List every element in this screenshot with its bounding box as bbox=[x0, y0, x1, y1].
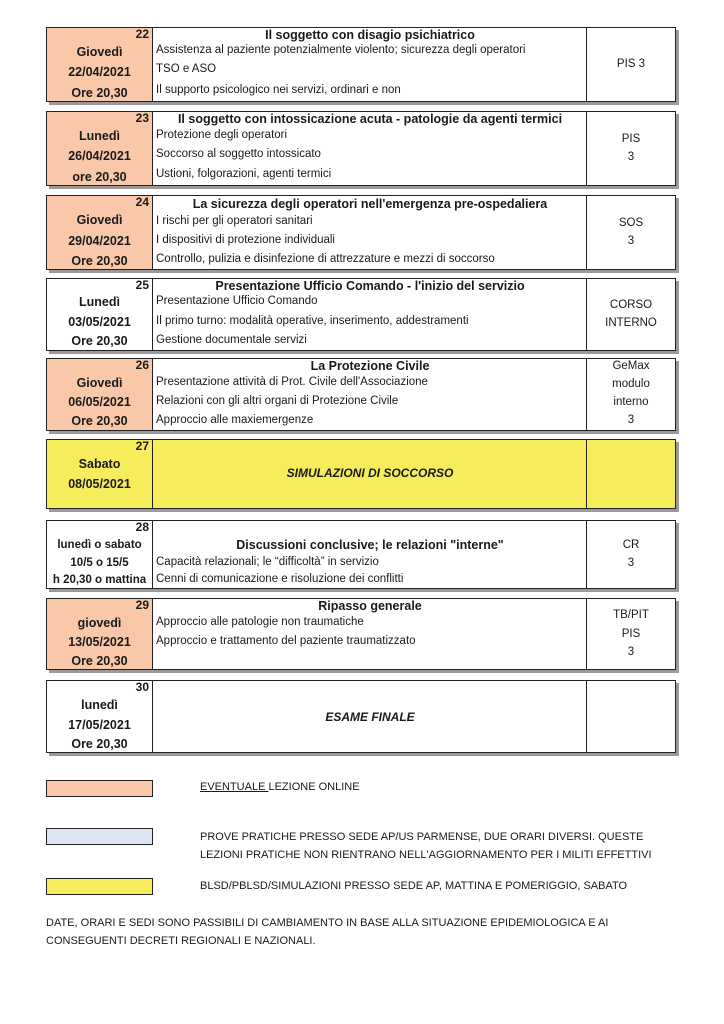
lesson-date-cell bbox=[47, 599, 153, 669]
lesson-topic: Capacità relazionali; le “difficoltà” in servizio bbox=[156, 556, 379, 568]
lesson-title: La sicurezza degli operatori nell'emergenza pre-ospedaliera bbox=[192, 197, 548, 211]
legend-swatch-online bbox=[46, 780, 153, 797]
lesson-date: 06/05/2021 bbox=[68, 395, 131, 409]
lesson-teacher-cell bbox=[586, 196, 675, 269]
lesson-date: 22/04/2021 bbox=[68, 65, 131, 79]
lesson-day: Sabato bbox=[78, 457, 121, 471]
lesson-time: Ore 20,30 bbox=[71, 414, 128, 428]
lesson-teacher-cell bbox=[586, 279, 675, 350]
lesson-topic: Approccio alle maxiemergenze bbox=[156, 414, 314, 426]
lesson-topic: TSO e ASO bbox=[156, 63, 217, 75]
lesson-date-cell bbox=[47, 196, 153, 269]
lesson-number: 23 bbox=[135, 111, 149, 125]
teacher-code: PIS 3 bbox=[616, 58, 646, 70]
lesson-teacher-cell bbox=[586, 359, 675, 430]
lesson-title: Il soggetto con disagio psichiatrico bbox=[265, 28, 475, 42]
legend-swatch-practical bbox=[46, 828, 153, 845]
lesson-topic: I dispositivi di protezione individuali bbox=[156, 234, 335, 246]
lesson-date-cell bbox=[47, 521, 153, 588]
lesson-title: Discussioni conclusive; le relazioni "interne" bbox=[236, 538, 504, 552]
lesson-block-24 bbox=[46, 195, 676, 270]
lesson-date: 13/05/2021 bbox=[68, 635, 131, 649]
lesson-day: Giovedì bbox=[76, 376, 123, 390]
lesson-date: 17/05/2021 bbox=[68, 718, 131, 732]
lesson-teacher-cell bbox=[586, 681, 675, 752]
lesson-day: Lunedì bbox=[79, 295, 120, 309]
lesson-topic: I rischi per gli operatori sanitari bbox=[156, 215, 313, 227]
lesson-time: Ore 20,30 bbox=[71, 86, 128, 100]
lesson-date: 10/5 o 15/5 bbox=[70, 557, 129, 569]
legend-swatch-simulation bbox=[46, 878, 153, 895]
teacher-code: CR bbox=[622, 539, 640, 551]
lesson-day: Giovedì bbox=[76, 45, 123, 59]
lesson-teacher-cell bbox=[586, 440, 675, 508]
lesson-time: Ore 20,30 bbox=[71, 254, 128, 268]
lesson-title: La Protezione Civile bbox=[310, 359, 430, 373]
lesson-topic: Controllo, pulizia e disinfezione di attrezzature e mezzi di soccorso bbox=[156, 253, 495, 265]
legend-practical-line2: LEZIONI PRATICHE NON RIENTRANO NELL'AGGIORNAMENTO PER I MILITI EFFETTIVI bbox=[200, 849, 652, 861]
teacher-code: 3 bbox=[627, 646, 635, 658]
lesson-title: Ripasso generale bbox=[318, 599, 422, 613]
lesson-date-cell bbox=[47, 681, 153, 752]
lesson-title: SIMULAZIONI DI SOCCORSO bbox=[286, 466, 454, 480]
lesson-date: 26/04/2021 bbox=[68, 149, 131, 163]
teacher-code: PIS bbox=[621, 133, 641, 145]
lesson-topic: Approccio alle patologie non traumatiche bbox=[156, 616, 364, 628]
teacher-code: PIS bbox=[621, 628, 641, 640]
lesson-block-22 bbox=[46, 27, 676, 102]
legend-online-label: LEZIONE ONLINE bbox=[268, 781, 360, 793]
lesson-title: Il soggetto con intossicazione acuta - patologie da agenti termici bbox=[177, 112, 563, 126]
teacher-code: 3 bbox=[627, 414, 635, 426]
lesson-topic: Assistenza al paziente potenzialmente violento; sicurezza degli operatori bbox=[156, 44, 526, 56]
lesson-time: Ore 20,30 bbox=[71, 334, 128, 348]
lesson-teacher-cell bbox=[586, 521, 675, 588]
lesson-topic: Gestione documentale servizi bbox=[156, 334, 307, 346]
lesson-topic: Soccorso al soggetto intossicato bbox=[156, 148, 321, 160]
lesson-time: ore 20,30 bbox=[72, 170, 127, 184]
teacher-code: modulo bbox=[612, 378, 650, 390]
lesson-day: Lunedì bbox=[79, 129, 120, 143]
teacher-code: 3 bbox=[627, 151, 635, 163]
lesson-teacher-cell bbox=[586, 112, 675, 185]
lesson-date: 08/05/2021 bbox=[68, 477, 131, 491]
lesson-date-cell bbox=[47, 279, 153, 350]
lesson-time: h 20,30 o mattina bbox=[52, 574, 147, 586]
lesson-block-26 bbox=[46, 358, 676, 431]
lesson-block-25 bbox=[46, 278, 676, 351]
lesson-date-cell bbox=[47, 112, 153, 185]
legend-online-underlined: EVENTUALE bbox=[200, 781, 269, 793]
lesson-teacher-cell bbox=[586, 599, 675, 669]
lesson-topic: Protezione degli operatori bbox=[156, 129, 288, 141]
lesson-number: 28 bbox=[135, 520, 149, 534]
lesson-topic: Cenni di comunicazione e risoluzione dei conflitti bbox=[156, 573, 404, 585]
legend-online-text bbox=[200, 781, 360, 793]
lesson-date: 29/04/2021 bbox=[68, 234, 131, 248]
lesson-day: lunedì o sabato bbox=[57, 539, 142, 551]
lesson-number: 22 bbox=[135, 27, 149, 41]
lesson-topic: Approccio e trattamento del paziente traumatizzato bbox=[156, 635, 416, 647]
lesson-time: Ore 20,30 bbox=[71, 654, 128, 668]
lesson-date-cell bbox=[47, 440, 153, 508]
lesson-number: 25 bbox=[135, 278, 149, 292]
lesson-topic: Presentazione attività di Prot. Civile dell'Associazione bbox=[156, 376, 428, 388]
lesson-date-cell bbox=[47, 28, 153, 101]
lesson-number: 27 bbox=[135, 439, 149, 453]
legend-simulation-text: BLSD/PBLSD/SIMULAZIONI PRESSO SEDE AP, MATTINA E POMERIGGIO, SABATO bbox=[200, 880, 628, 892]
lesson-block-30 bbox=[46, 680, 676, 753]
lesson-date-cell bbox=[47, 359, 153, 430]
lesson-topic: Relazioni con gli altri organi di Protezione Civile bbox=[156, 395, 399, 407]
lesson-day: giovedì bbox=[77, 616, 122, 630]
lesson-topic: Ustioni, folgorazioni, agenti termici bbox=[156, 168, 332, 180]
teacher-code: GeMax bbox=[612, 360, 650, 372]
teacher-code: SOS bbox=[618, 217, 644, 229]
lesson-topic: Il supporto psicologico nei servizi, ordinari e non bbox=[156, 84, 401, 96]
lesson-block-28 bbox=[46, 520, 676, 589]
lesson-topic: Presentazione Ufficio Comando bbox=[156, 295, 318, 307]
footnote-line2: CONSEGUENTI DECRETI REGIONALI E NAZIONALI. bbox=[46, 935, 316, 947]
footnote-line1: DATE, ORARI E SEDI SONO PASSIBILI DI CAMBIAMENTO IN BASE ALLA SITUAZIONE EPIDEMIOLOGICA E AI bbox=[46, 917, 609, 929]
lesson-block-29 bbox=[46, 598, 676, 670]
teacher-code: CORSO bbox=[609, 299, 653, 311]
lesson-title: ESAME FINALE bbox=[325, 710, 415, 724]
lesson-number: 29 bbox=[135, 598, 149, 612]
lesson-day: Giovedì bbox=[76, 213, 123, 227]
lesson-date: 03/05/2021 bbox=[68, 315, 131, 329]
lesson-block-23 bbox=[46, 111, 676, 186]
lesson-topic: Il primo turno: modalità operative, inserimento, addestramenti bbox=[156, 315, 469, 327]
teacher-code: interno bbox=[613, 396, 649, 408]
lesson-day: lunedì bbox=[81, 698, 118, 712]
teacher-code: TB/PIT bbox=[613, 609, 649, 621]
lesson-title: Presentazione Ufficio Comando - l'inizio del servizio bbox=[215, 279, 525, 293]
legend-practical-line1: PROVE PRATICHE PRESSO SEDE AP/US PARMENSE, DUE ORARI DIVERSI. QUESTE bbox=[200, 831, 644, 843]
lesson-number: 24 bbox=[135, 195, 149, 209]
teacher-code: INTERNO bbox=[605, 317, 657, 329]
teacher-code: 3 bbox=[627, 557, 635, 569]
lesson-number: 30 bbox=[135, 680, 149, 694]
lesson-time: Ore 20,30 bbox=[71, 737, 128, 751]
teacher-code: 3 bbox=[627, 235, 635, 247]
lesson-number: 26 bbox=[135, 358, 149, 372]
lesson-block-27 bbox=[46, 439, 676, 509]
lesson-teacher-cell bbox=[586, 28, 675, 101]
